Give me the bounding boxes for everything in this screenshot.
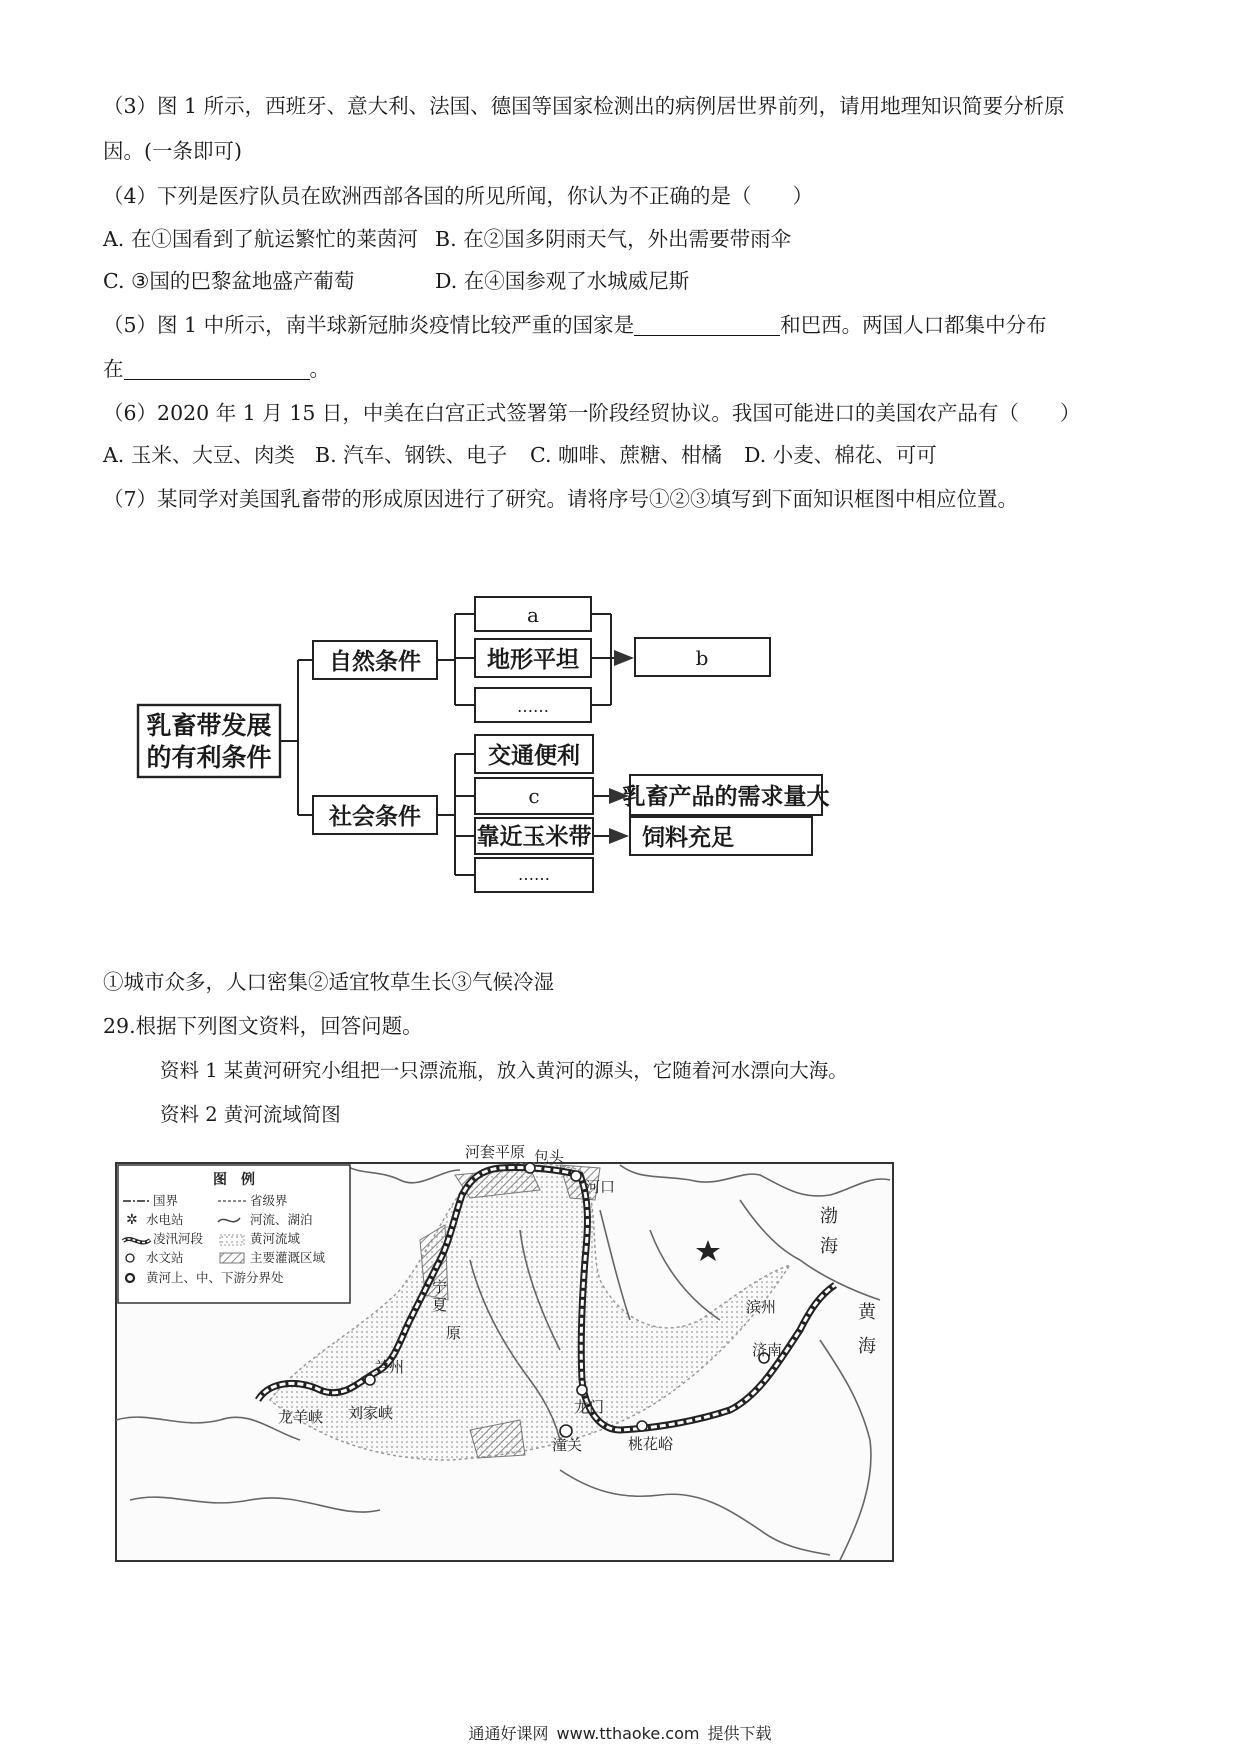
- natural-item-a: a: [527, 603, 539, 627]
- label-taohuayu: 桃花峪: [628, 1435, 674, 1453]
- label-yuan: 原: [446, 1324, 462, 1342]
- footer-site: 通通好课网: [468, 1724, 549, 1743]
- social-item-transport: 交通便利: [488, 742, 580, 769]
- label-jinan: 济南: [752, 1341, 783, 1359]
- root-label-2: 的有利条件: [146, 743, 272, 772]
- q5-part1: （5）图 1 中所示，南半球新冠肺炎疫情比较严重的国家是: [103, 313, 635, 337]
- social-item-cornbelt: 靠近玉米带: [476, 823, 592, 850]
- label-huanghai-2: 海: [858, 1336, 876, 1357]
- label-lanzhou: 兰州: [374, 1358, 405, 1376]
- q6-option-c[interactable]: C. 咖啡、蔗糖、柑橘: [530, 443, 722, 467]
- q5-part2: 和巴西。两国人口都集中分布: [780, 313, 1047, 337]
- social-result-feed: 饲料充足: [642, 824, 734, 851]
- label-longyangxia: 龙羊峡: [278, 1408, 324, 1426]
- legend-national-border: 国界: [153, 1193, 179, 1208]
- natural-result-b: b: [695, 646, 709, 670]
- legend-irrigation-area: 主要灌溉区域: [250, 1250, 326, 1265]
- q29-stem: 29.根据下列图文资料，回答问题。: [103, 1014, 423, 1038]
- legend-yellow-river-basin: 黄河流域: [250, 1231, 301, 1246]
- natural-item-flat: 地形平坦: [487, 646, 579, 673]
- social-conditions-label: 社会条件: [329, 803, 421, 830]
- natural-item-ellipsis: ……: [517, 697, 549, 716]
- legend-hydropower: 水电站: [146, 1212, 184, 1227]
- label-hekou: 河口: [585, 1178, 616, 1196]
- footer-suffix: 提供下载: [707, 1724, 772, 1743]
- q6-stem: （6）2020 年 1 月 15 日，中美在白宫正式签署第一阶段经贸协议。我国可能进口的美国农产品有（ ）: [103, 401, 1081, 425]
- q4-option-b[interactable]: B. 在②国多阴雨天气，外出需要带雨伞: [435, 227, 792, 251]
- q29-material2: 资料 2 黄河流域简图: [160, 1103, 341, 1126]
- label-liujiaxia: 刘家峡: [348, 1404, 394, 1422]
- label-ning: 宁: [432, 1278, 448, 1296]
- q29-material1: 资料 1 某黄河研究小组把一只漂流瓶，放入黄河的源头，它随着河水漂向大海。: [160, 1059, 848, 1082]
- q6-option-d[interactable]: D. 小麦、棉花、可可: [744, 443, 937, 467]
- page-footer: [0, 1721, 1240, 1744]
- label-xia: 夏: [432, 1296, 448, 1314]
- q5-part4: 。: [309, 357, 330, 381]
- natural-conditions-label: 自然条件: [329, 648, 421, 675]
- q3-line2: 因。(一条即可): [103, 139, 242, 163]
- q4-stem: （4）下列是医疗队员在欧洲西部各国的所见所闻，你认为不正确的是（ ）: [103, 184, 814, 208]
- q6-option-a[interactable]: A. 玉米、大豆、肉类: [103, 443, 295, 467]
- social-item-ellipsis: ……: [518, 865, 550, 884]
- q4-option-c[interactable]: C. ③国的巴黎盆地盛产葡萄: [103, 269, 355, 293]
- label-baotou: 包头: [534, 1148, 565, 1166]
- footer-url[interactable]: www.tthaoke.com: [556, 1724, 700, 1743]
- legend-rivers-lakes: 河流、湖泊: [250, 1212, 313, 1227]
- label-bohai-2: 海: [820, 1236, 838, 1257]
- q5-part3: 在: [103, 357, 124, 381]
- legend-ice-run-section: 凌汛河段: [153, 1231, 204, 1246]
- label-huanghai-1: 黄: [858, 1302, 876, 1323]
- label-bohai-1: 渤: [820, 1206, 838, 1227]
- q7-choices: ①城市众多，人口密集②适宜牧草生长③气候冷湿: [103, 970, 554, 994]
- label-hetao: 河套平原: [465, 1143, 526, 1161]
- legend-provincial-border: 省级界: [250, 1193, 288, 1208]
- map-legend: [118, 1165, 350, 1303]
- label-binzhou: 滨州: [746, 1298, 777, 1316]
- legend-hydrological-station: 水文站: [146, 1250, 184, 1265]
- q6-option-b[interactable]: B. 汽车、钢铁、电子: [315, 443, 508, 467]
- q4-option-a[interactable]: A. 在①国看到了航运繁忙的莱茵河: [103, 227, 418, 251]
- hydropower-icon: ✲: [126, 1212, 138, 1228]
- legend-title: 图 例: [213, 1172, 255, 1188]
- label-tongguan: 潼关: [552, 1436, 583, 1454]
- legend-river-section-boundary: 黄河上、中、下游分界处: [146, 1270, 284, 1285]
- root-label-1: 乳畜带发展: [146, 711, 272, 740]
- q4-option-d[interactable]: D. 在④国参观了水城威尼斯: [435, 269, 690, 293]
- q7-stem: （7）某同学对美国乳畜带的形成原因进行了研究。请将序号①②③填写到下面知识框图中相应位置。: [103, 487, 1019, 511]
- q3-line1: （3）图 1 所示，西班牙、意大利、法国、德国等国家检测出的病例居世界前列，请用地理知识简要分析原: [103, 94, 1065, 118]
- social-item-c: c: [528, 784, 540, 808]
- label-longmen: 龙门: [574, 1398, 605, 1416]
- social-result-demand: 乳畜产品的需求量大: [622, 783, 830, 810]
